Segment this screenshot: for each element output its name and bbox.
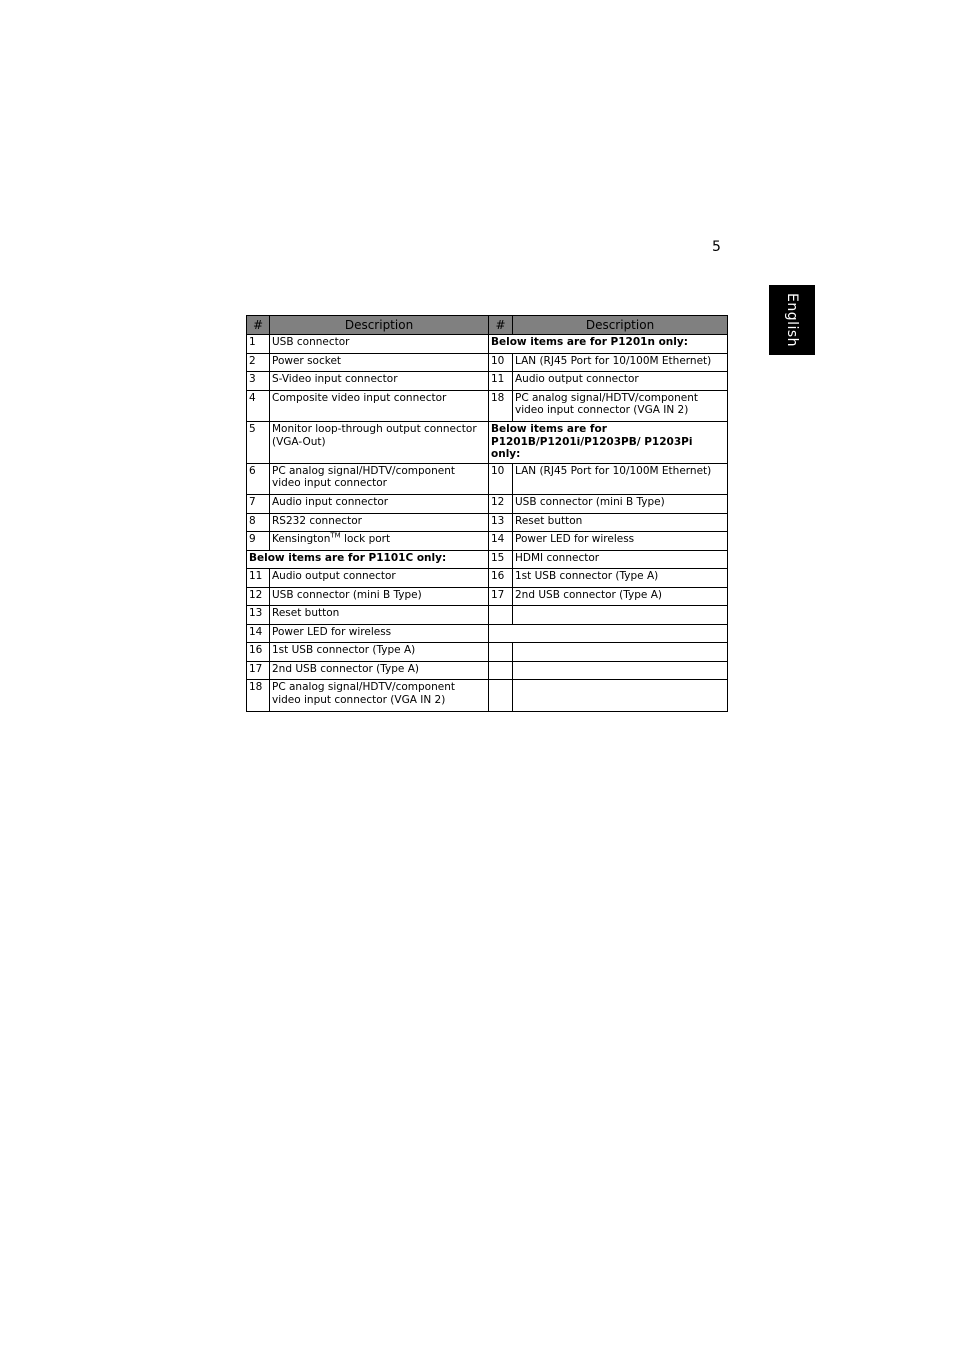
item-description: Reset button (270, 606, 489, 625)
table-row (247, 624, 728, 643)
item-number: 15 (489, 550, 513, 569)
table-row (247, 643, 728, 662)
item-description: Composite video input connector (270, 390, 489, 422)
item-description: Audio input connector (270, 495, 489, 514)
table-row (247, 463, 728, 495)
item-number: 13 (247, 606, 270, 625)
item-number: 14 (489, 532, 513, 551)
item-number: 2 (247, 353, 270, 372)
header-number-right: # (489, 316, 513, 335)
item-description: 1st USB connector (Type A) (270, 643, 489, 662)
table-row (247, 532, 728, 551)
table-row (247, 513, 728, 532)
empty-number-cell (489, 643, 513, 662)
item-description: 2nd USB connector (Type A) (513, 587, 728, 606)
item-description: USB connector (mini B Type) (513, 495, 728, 514)
table-row (247, 680, 728, 712)
table-row (247, 587, 728, 606)
item-number: 11 (489, 372, 513, 391)
table-row (247, 550, 728, 569)
table-row (247, 606, 728, 625)
connector-table (246, 315, 728, 712)
item-description: Monitor loop-through output connector (VGA-Out) (270, 422, 489, 464)
item-description: Audio output connector (270, 569, 489, 588)
table-row (247, 569, 728, 588)
table-row (247, 495, 728, 514)
table-row (247, 335, 728, 354)
item-number: 6 (247, 463, 270, 495)
table-row (247, 353, 728, 372)
item-number: 10 (489, 353, 513, 372)
header-description-right: Description (513, 316, 728, 335)
item-description: LAN (RJ45 Port for 10/100M Ethernet) (513, 463, 728, 495)
empty-merged-cell (489, 624, 728, 643)
table-header-row (247, 316, 728, 335)
item-description: USB connector (270, 335, 489, 354)
language-tab-label: English (784, 292, 800, 348)
item-number: 9 (247, 532, 270, 551)
item-number: 7 (247, 495, 270, 514)
empty-description-cell (513, 661, 728, 680)
item-description: 2nd USB connector (Type A) (270, 661, 489, 680)
trademark-mark: TM (330, 531, 341, 540)
header-description-left: Description (270, 316, 489, 335)
item-number: 13 (489, 513, 513, 532)
item-description: PC analog signal/HDTV/component video input connector (VGA IN 2) (270, 680, 489, 712)
item-number: 11 (247, 569, 270, 588)
item-number: 17 (247, 661, 270, 680)
item-description: Power socket (270, 353, 489, 372)
item-description: 1st USB connector (Type A) (513, 569, 728, 588)
empty-number-cell (489, 680, 513, 712)
item-description: PC analog signal/HDTV/component video input connector (270, 463, 489, 495)
item-number: 17 (489, 587, 513, 606)
item-description: Reset button (513, 513, 728, 532)
kensington-label: Kensington (272, 533, 331, 545)
model-note-p1201n: Below items are for P1201n only: (489, 335, 728, 354)
item-number: 3 (247, 372, 270, 391)
item-description (270, 532, 489, 551)
item-number: 8 (247, 513, 270, 532)
item-description: USB connector (mini B Type) (270, 587, 489, 606)
empty-description-cell (513, 606, 728, 625)
item-number: 12 (489, 495, 513, 514)
page-number: 5 (712, 239, 721, 255)
empty-description-cell (513, 680, 728, 712)
table-row (247, 422, 728, 464)
item-number: 18 (247, 680, 270, 712)
lock-port-label: lock port (340, 533, 391, 545)
item-number: 4 (247, 390, 270, 422)
model-note-p1201b: Below items are for P1201B/P1201i/P1203PB/ P1203Pi only: (489, 422, 728, 464)
item-number: 12 (247, 587, 270, 606)
item-description: LAN (RJ45 Port for 10/100M Ethernet) (513, 353, 728, 372)
item-description: RS232 connector (270, 513, 489, 532)
item-number: 1 (247, 335, 270, 354)
language-tab (769, 285, 815, 355)
header-number-left: # (247, 316, 270, 335)
table-row (247, 372, 728, 391)
item-number: 10 (489, 463, 513, 495)
item-number: 16 (489, 569, 513, 588)
item-description: HDMI connector (513, 550, 728, 569)
empty-description-cell (513, 643, 728, 662)
empty-number-cell (489, 606, 513, 625)
item-description: Audio output connector (513, 372, 728, 391)
item-number: 5 (247, 422, 270, 464)
item-description: Power LED for wireless (270, 624, 489, 643)
model-note-p1101c: Below items are for P1101C only: (247, 550, 489, 569)
empty-number-cell (489, 661, 513, 680)
item-description: PC analog signal/HDTV/component video input connector (VGA IN 2) (513, 390, 728, 422)
table-row (247, 661, 728, 680)
item-description: Power LED for wireless (513, 532, 728, 551)
item-number: 18 (489, 390, 513, 422)
item-number: 14 (247, 624, 270, 643)
item-description: S-Video input connector (270, 372, 489, 391)
table-row (247, 390, 728, 422)
item-number: 16 (247, 643, 270, 662)
